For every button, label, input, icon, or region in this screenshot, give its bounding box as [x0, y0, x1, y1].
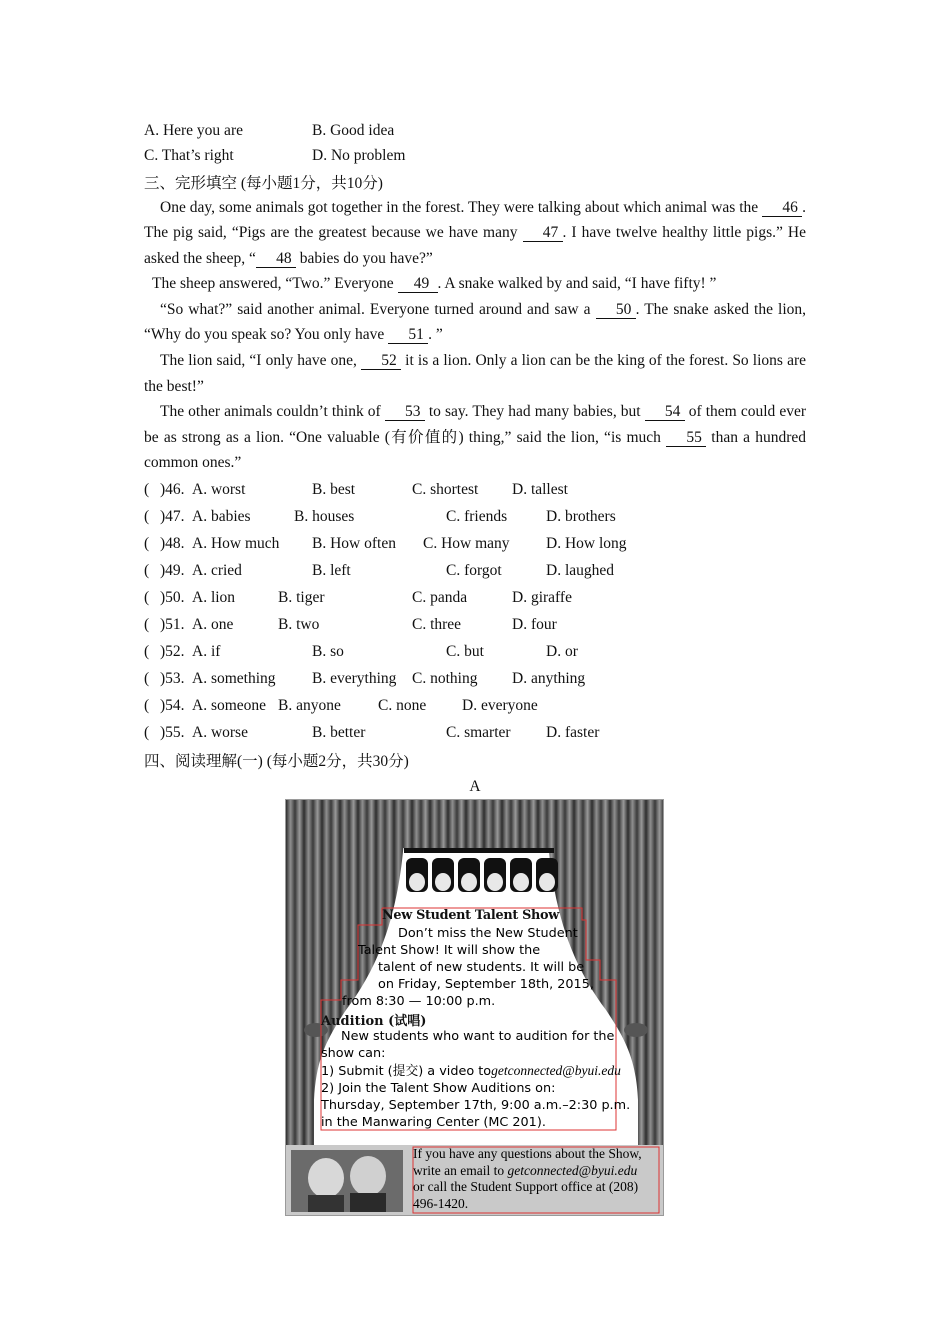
section-3-title: 三、完形填空 (每小题1分，共10分)	[144, 174, 383, 192]
question-number: )55.	[160, 724, 185, 742]
option-d: D. giraffe	[512, 588, 572, 606]
answer-paren: (	[144, 561, 150, 579]
option-a: A. worst	[192, 480, 246, 498]
option-d: D. faster	[546, 724, 600, 742]
option-c: C. but	[446, 643, 484, 661]
question-number: )53.	[160, 670, 185, 688]
section-4-title: 四、阅读理解(一) (每小题2分，共30分)	[144, 752, 409, 770]
option-c: C. shortest	[412, 480, 479, 498]
blank-46: 46	[762, 200, 802, 217]
passage-paragraph: The other animals couldn’t think of 53 to say. They had many babies, but 54 of them could ever be as strong as a lion. “One valuable (有价值的) thing,” said the lion, “is much 55 than a hundred common ones.”	[144, 403, 807, 472]
audition-heading: Audition (试唱)	[321, 1014, 427, 1029]
blank-54: 54	[645, 404, 685, 421]
option-a: A. lion	[192, 588, 236, 606]
option-b: B. How often	[312, 534, 396, 552]
option-a: A. something	[192, 670, 276, 688]
passage-paragraph: The sheep answered, “Two.” Everyone 49 . A snake walked by and said, “I have fifty! ”	[152, 275, 717, 293]
poster-intro: Don’t miss the New Student Talent Show! It will show the talent of new students. It will be on Friday, September 18th, 2015, from 8:30 — 10:00 p.m.	[342, 926, 594, 1009]
option-d: D. How long	[546, 534, 627, 552]
option-d: D. or	[546, 643, 578, 661]
option-a: A. cried	[192, 561, 242, 579]
question-row	[144, 639, 806, 666]
question-row	[144, 666, 806, 693]
option-d: D. No problem	[312, 147, 406, 165]
question-number: )48.	[160, 534, 185, 552]
option-c: C. forgot	[446, 561, 502, 579]
option-b: B. better	[312, 724, 366, 742]
contact-email: getconnected@byui.edu	[507, 1162, 638, 1178]
blank-52: 52	[361, 353, 401, 370]
question-row	[144, 530, 806, 557]
option-c: C. How many	[423, 534, 510, 552]
question-number: )46.	[160, 480, 185, 498]
question-row	[144, 612, 806, 639]
question-list	[144, 476, 806, 747]
talent-show-poster	[285, 799, 664, 1216]
option-b: B. anyone	[278, 697, 341, 715]
option-a: A. one	[192, 616, 234, 634]
blank-55: 55	[666, 430, 706, 447]
question-number: )51.	[160, 616, 185, 634]
option-d: D. brothers	[546, 507, 616, 525]
answer-paren: (	[144, 507, 150, 525]
option-d: D. four	[512, 616, 557, 634]
question-row	[144, 557, 806, 584]
option-c: C. three	[412, 616, 462, 634]
passage-label: A	[469, 778, 481, 796]
option-c: C. That’s right	[144, 147, 234, 165]
question-number: )52.	[160, 643, 185, 661]
answer-paren: (	[144, 480, 150, 498]
option-b: B. Good idea	[312, 121, 395, 139]
blank-53: 53	[385, 404, 425, 421]
option-b: B. tiger	[278, 588, 325, 606]
blank-47: 47	[523, 225, 563, 242]
option-c: C. panda	[412, 588, 468, 606]
answer-paren: (	[144, 643, 150, 661]
audition-details: New students who want to audition for the show can: 1) Submit (提交) a video togetconnected@byui.edu 2) Join the Talent Show Auditions on: Thursday, September 17th, 9:00 a.m.–2:30 p.m. in the Manwaring Center (MC 201).	[321, 1029, 631, 1130]
option-a: A. if	[192, 643, 221, 661]
answer-paren: (	[144, 724, 150, 742]
option-c: C. nothing	[412, 670, 478, 688]
option-a: A. babies	[192, 507, 251, 525]
passage-paragraph: One day, some animals got together in the forest. They were talking about which animal was the 46 . The pig said, “Pigs are the greatest because we have many 47 . I have twelve healthy little pigs.” He asked the sheep, “ 48 babies do you have?”	[144, 198, 806, 267]
question-number: )47.	[160, 507, 185, 525]
question-row	[144, 503, 806, 530]
blank-49: 49	[398, 276, 438, 293]
option-b: B. left	[312, 561, 351, 579]
option-b: B. best	[312, 480, 356, 498]
option-d: D. everyone	[462, 697, 538, 715]
answer-paren: (	[144, 670, 150, 688]
answer-paren: (	[144, 616, 150, 634]
submit-email: getconnected@byui.edu	[491, 1063, 621, 1078]
option-c: C. smarter	[446, 724, 511, 742]
option-c: C. friends	[446, 507, 508, 525]
question-row	[144, 720, 806, 747]
option-c: C. none	[378, 697, 427, 715]
option-a: A. Here you are	[144, 121, 243, 139]
exam-page	[144, 118, 806, 800]
option-b: B. houses	[294, 507, 355, 525]
option-row	[144, 144, 806, 170]
option-d: D. laughed	[546, 561, 615, 579]
answer-paren: (	[144, 588, 150, 606]
option-a: A. How much	[192, 534, 280, 552]
poster-title: New Student Talent Show	[382, 908, 559, 923]
option-d: D. tallest	[512, 480, 568, 498]
option-b: B. everything	[312, 670, 397, 688]
question-number: )49.	[160, 561, 185, 579]
blank-50: 50	[596, 302, 636, 319]
question-row	[144, 476, 806, 503]
blank-48: 48	[256, 251, 296, 268]
option-b: B. two	[278, 616, 320, 634]
question-number: )54.	[160, 697, 185, 715]
option-b: B. so	[312, 643, 344, 661]
contact-info: If you have any questions about the Show, write an email to getconnected@byui.edu or call the Student Support office at (208) 496-1420.	[413, 1146, 642, 1211]
answer-paren: (	[144, 534, 150, 552]
question-number: )50.	[160, 588, 185, 606]
option-row	[144, 118, 806, 144]
question-row	[144, 584, 806, 611]
passage-paragraph: The lion said, “I only have one, 52 it is a lion. Only a lion can be the king of the forest. So lions are the best!”	[144, 352, 806, 395]
option-d: D. anything	[512, 670, 586, 688]
passage-paragraph: “So what?” said another animal. Everyone turned around and saw a 50 . The snake asked the lion, “Why do you speak so? You only have 51 . ”	[144, 300, 807, 344]
answer-paren: (	[144, 697, 150, 715]
question-row	[144, 693, 806, 720]
option-a: A. someone	[192, 697, 267, 715]
blank-51: 51	[388, 327, 428, 344]
option-a: A. worse	[192, 724, 248, 742]
